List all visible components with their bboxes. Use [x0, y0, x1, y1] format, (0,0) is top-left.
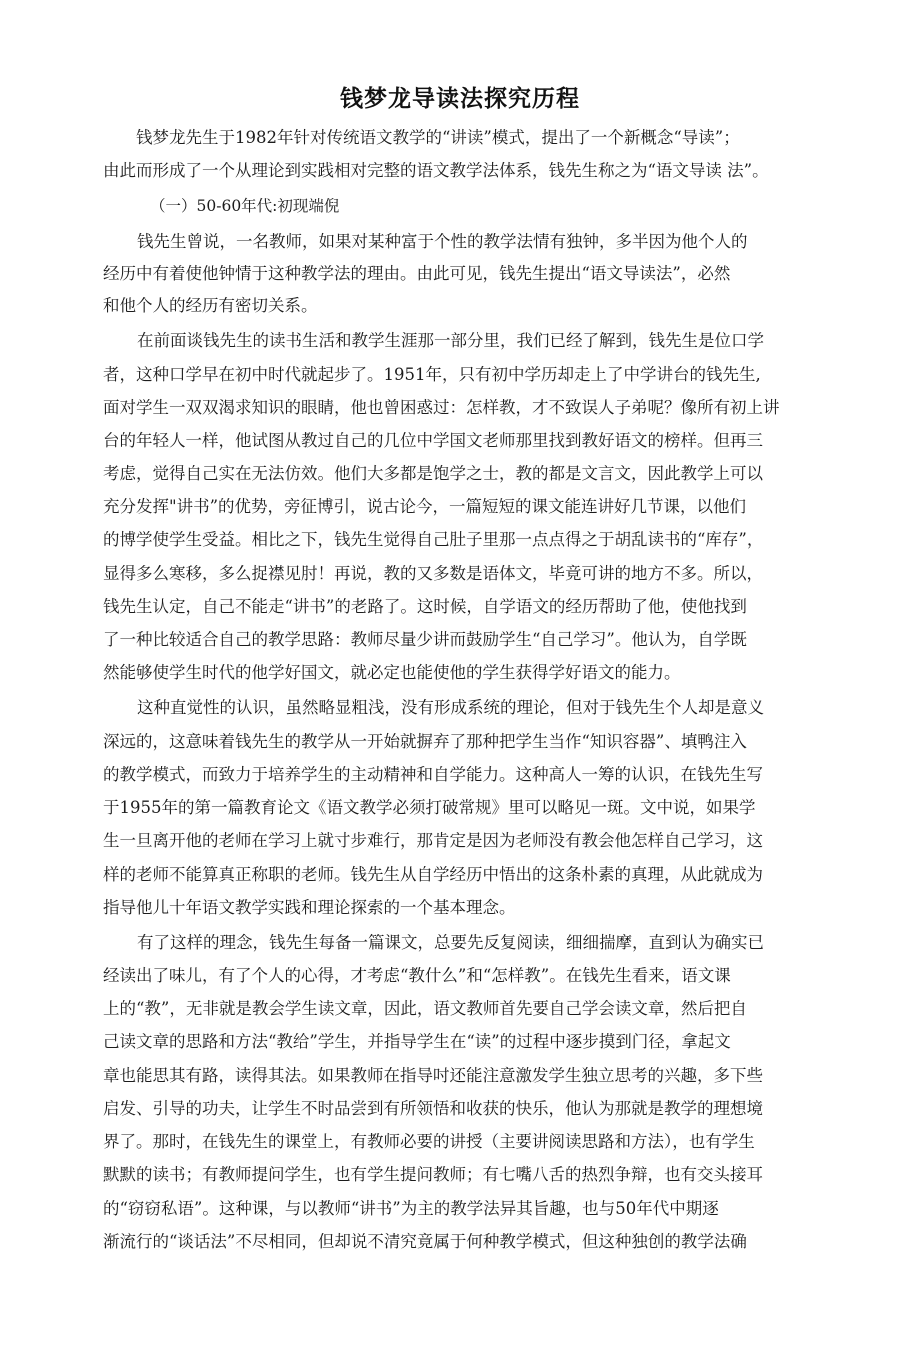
paragraph-line: 显得多么寒移，多么捉襟见肘！再说，教的又多数是语体文，毕竟可讲的地方不多。所以，: [103, 564, 763, 583]
intro-line: 钱梦龙先生于1982年针对传统语文教学的“讲读”模式，提出了一个新概念“导读”；: [136, 128, 740, 147]
document-title: 钱梦龙导读法探究历程: [340, 85, 580, 112]
paragraph-line: 钱先生认定，自己不能走“讲书”的老路了。这时候，自学语文的经历帮助了他，使他找到: [103, 597, 747, 616]
paragraph-line: 然能够使学生时代的他学好国文，就必定也能使他的学生获得学好语文的能力。: [103, 663, 681, 682]
paragraph-line: 充分发挥"讲书”的优势，旁征博引，说古论今，一篇短短的课文能连讲好几节课，以他们: [103, 497, 747, 516]
paragraph-line: 样的老师不能算真正称职的老师。钱先生从自学经历中悟出的这条朴素的真理，从此就成为: [103, 865, 763, 884]
paragraph-line: 这种直觉性的认识，虽然略显粗浅，没有形成系统的理论，但对于钱先生个人却是意义: [137, 698, 764, 717]
paragraph-line: 在前面谈钱先生的读书生活和教学生涯那一部分里，我们已经了解到，钱先生是位口学: [137, 331, 764, 350]
section-heading: （一）50-60年代:初现端倪: [150, 197, 340, 215]
paragraph-line: 指导他儿十年语文教学实践和理论探索的一个基本理念。: [103, 898, 516, 917]
paragraph-line: 面对学生一双双渴求知识的眼睛，他也曾困惑过：怎样教，才不致误人子弟呢？像所有初上讲: [103, 398, 780, 417]
intro-line: 由此而形成了一个从理论到实践相对完整的语文教学法体系，钱先生称之为“语文导读 法”。: [103, 161, 769, 180]
paragraph-line: 启发、引导的功夫，让学生不时品尝到有所领悟和收获的快乐，他认为那就是教学的理想境: [103, 1099, 763, 1118]
paragraph-line: 者，这种口学早在初中时代就起步了。1951年，只有初中学历却走上了中学讲台的钱先生,: [103, 365, 761, 384]
paragraph-line: 默默的读书；有教师提问学生，也有学生提问教师；有七嘴八舌的热烈争辩，也有交头接耳: [103, 1165, 763, 1184]
paragraph-line: 深远的，这意味着钱先生的教学从一开始就摒弃了那种把学生当作“知识容器”、填鸭注入: [103, 732, 747, 751]
paragraph-line: 于1955年的第一篇教育论文《语文教学必须打破常规》里可以略见一斑。文中说，如果学: [103, 798, 756, 817]
paragraph-line: 经读出了味儿，有了个人的心得，才考虑“教什么”和“怎样教”。在钱先生看来，语文课: [103, 966, 731, 985]
paragraph-line: 了一种比较适合自己的教学思路：教师尽量少讲而鼓励学生“自己学习”。他认为，自学既: [103, 630, 747, 649]
paragraph-line: 渐流行的“谈话法”不尽相同，但却说不清究竟属于何种教学模式，但这种独创的教学法确: [103, 1232, 747, 1251]
paragraph-line: 和他个人的经历有密切关系。: [103, 296, 318, 315]
paragraph-line: 考虑，觉得自己实在无法仿效。他们大多都是饱学之士，教的都是文言文，因此教学上可以: [103, 464, 763, 483]
paragraph-line: 上的“教”，无非就是教会学生读文章，因此，语文教师首先要自己学会读文章，然后把自: [103, 999, 747, 1018]
paragraph-line: 的“窃窃私语”。这种课，与以教师“讲书”为主的教学法异其旨趣，也与50年代中期逐: [103, 1199, 719, 1218]
paragraph-line: 章也能思其有路，读得其法。如果教师在指导吋还能注意激发学生独立思考的兴趣，多下些: [103, 1066, 763, 1085]
paragraph-line: 的博学使学生受益。相比之下，钱先生觉得自己肚子里那一点点得之于胡乱读书的“库存”，: [103, 530, 764, 549]
paragraph-line: 生一旦离开他的老师在学习上就寸步难行，那肯定是因为老师没有教会他怎样自己学习，这: [103, 831, 763, 850]
paragraph-line: 己读文章的思路和方法“教给”学生，并指导学生在“读”的过程中逐步摸到门径，拿起文: [103, 1032, 731, 1051]
paragraph-line: 界了。那时，在钱先生的课堂上，有教师必要的讲授（主要讲阅读思路和方法），也有学生: [103, 1132, 755, 1151]
paragraph-line: 台的年轻人一样，他试图从教过自己的几位中学国文老师那里找到教好语文的榜样。但再三: [103, 431, 763, 450]
paragraph-line: 钱先生曾说，一名教师，如果对某种富于个性的教学法情有独钟，多半因为他个人的: [137, 232, 748, 251]
paragraph-line: 经历中有着使他钟情于这种教学法的理由。由此可见，钱先生提出“语文导读法”，必然: [103, 264, 731, 283]
paragraph-line: 的教学模式，而致力于培养学生的主动精神和自学能力。这种高人一筹的认识，在钱先生写: [103, 765, 763, 784]
paragraph-line: 有了这样的理念，钱先生每备一篇课文，总要先反复阅读，细细揣摩，直到认为确实已: [137, 933, 764, 952]
